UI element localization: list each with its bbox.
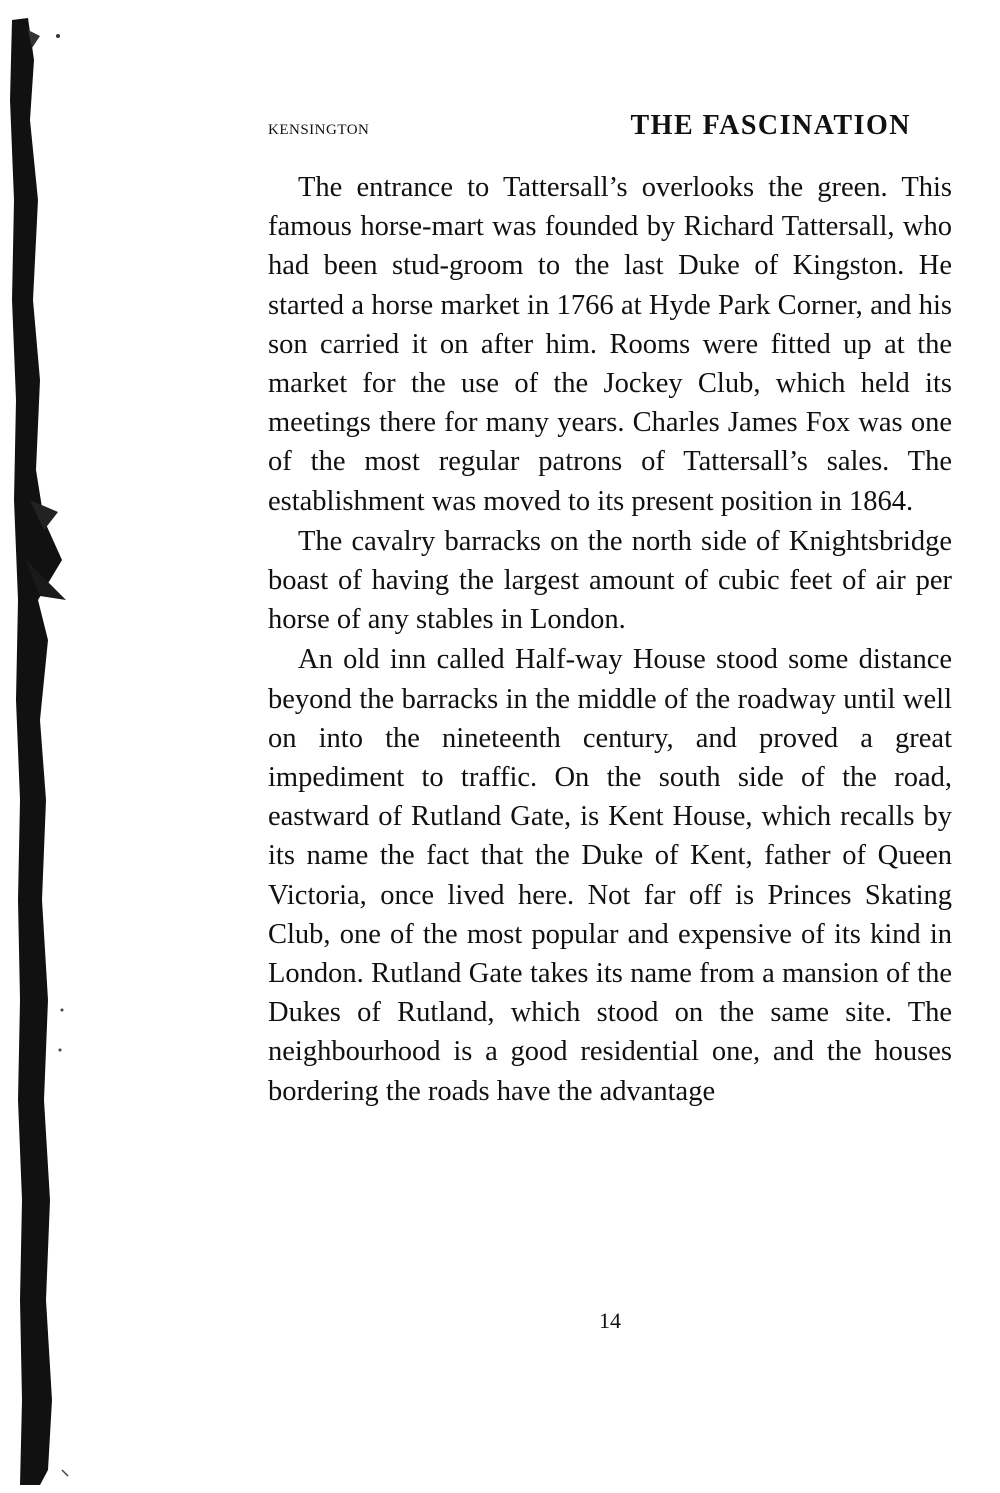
body-text	[268, 168, 952, 1111]
paragraph-tattersalls: The entrance to Tattersall’s overlooks the green. This famous horse-mart was founded by Richard Tattersall, who had been stud-groom to the last Duke of Kingston. He started a horse market in 1766 at Hyde Park Corner, and his son carried it on after him. Rooms were fitted up at the market for the use of the Jockey Club, which held its meetings there for many years. Charles James Fox was one of the most regular patrons of Tattersall’s sales. The establishment was moved to its present position in 1864.	[268, 172, 952, 517]
page-number: 14	[599, 1308, 621, 1333]
paragraph-cavalry-barracks: The cavalry barracks on the north side of Knightsbridge boast of having the largest amount of cubic feet of air per horse of any stables in London.	[268, 525, 952, 636]
scanned-spine-shadow	[0, 0, 70, 1493]
paragraph-half-way-house: An old inn called Half-way House stood some distance beyond the barracks in the middle of the roadway until well on into the nineteenth century, and proved a great impediment to traffic. On the south side of the road, eastward of Rutland Gate, is Kent House, which recalls by its name the fact that the Duke of Kent, father of Queen Victoria, once lived here. Not far off is Princes Skating Club, one of the most popular and expensive of its kind in London. Rutland Gate takes its name from a mansion of the Dukes of Rutland, which stood on the same site. The neighbourhood is a good residential one, and the houses bordering the roads have the advantage	[268, 644, 952, 1107]
book-title: THE FASCINATION	[630, 110, 911, 141]
page-header	[268, 110, 953, 150]
running-head: KENSINGTON	[268, 122, 370, 138]
